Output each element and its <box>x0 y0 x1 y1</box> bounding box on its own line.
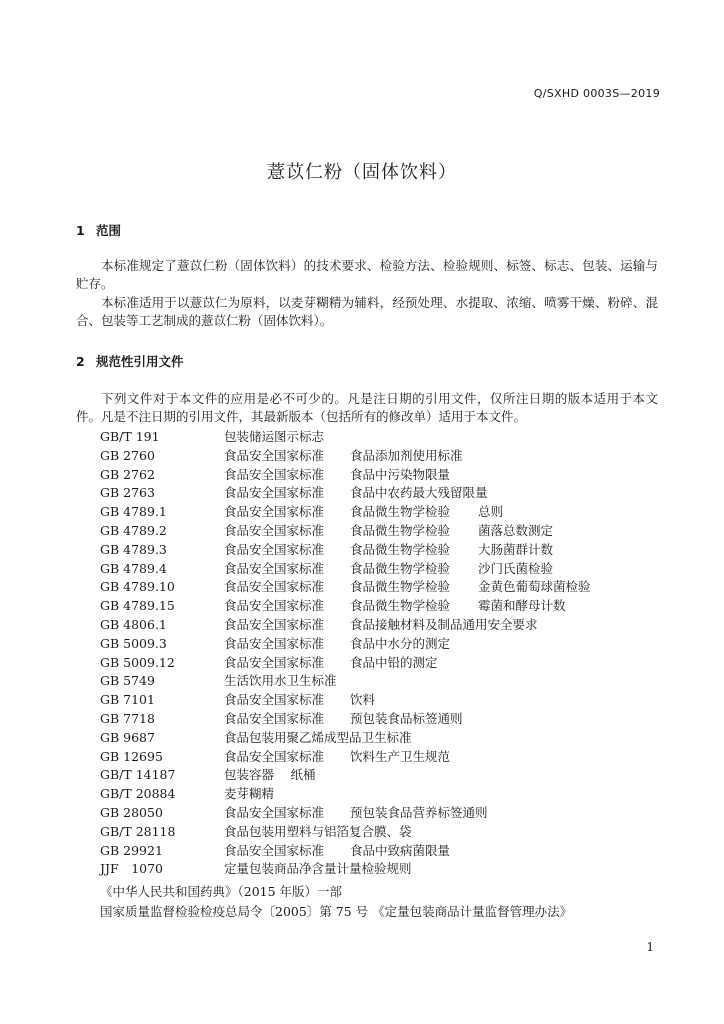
pharmacopoeia-reference: 《中华人民共和国药典》（2015 年版）一部 <box>100 884 343 899</box>
reference-row <box>100 522 660 541</box>
reference-row <box>100 503 660 522</box>
reference-code: GB 12695 <box>100 748 163 764</box>
page-number: 1 <box>646 940 654 954</box>
reference-code: GB 2760 <box>100 447 155 463</box>
reference-title-part-1: 食品安全国家标准 <box>224 635 325 651</box>
section-number: 2 <box>76 354 85 369</box>
reference-code: GB 4806.1 <box>100 616 167 632</box>
reference-row <box>100 447 660 466</box>
reference-row <box>100 635 660 654</box>
reference-code: GB 5009.3 <box>100 635 167 651</box>
reference-row <box>100 842 660 861</box>
reference-code: GB 4789.4 <box>100 560 167 576</box>
reference-code: GB 2763 <box>100 485 155 501</box>
reference-row <box>100 560 660 579</box>
reference-code: GB 4789.1 <box>100 504 167 520</box>
reference-row <box>100 766 660 785</box>
reference-row <box>100 729 660 748</box>
reference-title-part-2: 预包装食品标签通则 <box>350 710 463 726</box>
reference-title-part-1: 食品安全国家标准 <box>224 842 325 858</box>
reference-title-part-1: 食品安全国家标准 <box>224 560 325 576</box>
reference-title-part-2: 食品中水分的测定 <box>350 635 451 651</box>
reference-title-part-2: 食品微生物学检验 <box>350 541 451 557</box>
reference-title-part-1: 麦芽糊精 <box>224 786 275 802</box>
standard-code: Q/SXHD 0003S—2019 <box>533 87 660 100</box>
reference-row <box>100 578 660 597</box>
reference-code: GB/T 14187 <box>100 767 176 783</box>
reference-title-part-2: 食品微生物学检验 <box>350 522 451 538</box>
reference-title-part-2: 食品微生物学检验 <box>350 579 451 595</box>
section-2-paragraph-1: 下列文件对于本文件的应用是必不可少的。凡是注日期的引用文件，仅所注日期的版本适用于本文件。凡是不注日期的引用文件，其最新版本（包括所有的修改单）适用于本文件。 <box>76 391 658 424</box>
reference-row <box>100 616 660 635</box>
reference-code: GB 5749 <box>100 673 155 689</box>
reference-code: GB 7101 <box>100 692 155 708</box>
reference-code: GB 28050 <box>100 804 163 820</box>
reference-code: GB 7718 <box>100 710 155 726</box>
section-1-heading <box>76 221 121 239</box>
section-title: 范围 <box>96 223 122 238</box>
reference-title-part-2: 饮料 <box>350 692 376 708</box>
reference-code: GB/T 20884 <box>100 786 176 802</box>
reference-title-part-3: 沙门氏菌检验 <box>478 560 554 576</box>
regulation-reference: 国家质量监督检验检疫总局令〔2005〕第 75 号 《定量包装商品计量监督管理办法》 <box>100 904 573 919</box>
reference-row <box>100 748 660 767</box>
reference-row <box>100 691 660 710</box>
reference-row <box>100 466 660 485</box>
reference-title-part-3: 大肠菌群计数 <box>478 541 554 557</box>
reference-title-part-2: 食品中致病菌限量 <box>350 842 451 858</box>
section-2-heading <box>76 352 184 370</box>
reference-code: GB 9687 <box>100 729 155 745</box>
reference-code: GB 4789.10 <box>100 579 175 595</box>
reference-title-part-1: 食品安全国家标准 <box>224 654 325 670</box>
reference-title-part-2: 食品微生物学检验 <box>350 560 451 576</box>
reference-code: GB/T 28118 <box>100 823 176 839</box>
reference-code: GB/T 191 <box>100 429 160 444</box>
reference-row <box>100 672 660 691</box>
document-title: 薏苡仁粉（固体饮料） <box>267 162 457 183</box>
reference-title-part-2: 食品中铅的测定 <box>350 654 438 670</box>
reference-code: GB 5009.12 <box>100 654 175 670</box>
reference-title-part-1: 食品安全国家标准 <box>224 579 325 595</box>
reference-row <box>100 541 660 560</box>
reference-title-part-2: 饮料生产卫生规范 <box>350 748 451 764</box>
reference-title-part-1: 包装储运图示标志 <box>224 429 325 444</box>
reference-title-part-3: 霉菌和酵母计数 <box>478 598 566 614</box>
reference-title-part-1: 食品安全国家标准 <box>224 710 325 726</box>
reference-title-part-2: 预包装食品营养标签通则 <box>350 804 488 820</box>
reference-row <box>100 860 660 879</box>
reference-title-part-1: 食品安全国家标准 <box>224 616 325 632</box>
reference-title-part-1: 食品安全国家标准 <box>224 504 325 520</box>
reference-title-part-1: 食品安全国家标准 <box>224 598 325 614</box>
reference-title-part-2: 食品中污染物限量 <box>350 466 451 482</box>
reference-code: GB 4789.15 <box>100 598 175 614</box>
reference-title-part-3: 总则 <box>478 504 504 520</box>
reference-title-part-2: 食品微生物学检验 <box>350 598 451 614</box>
section-1-paragraph-1: 本标准规定了薏苡仁粉（固体饮料）的技术要求、检验方法、检验规则、标签、标志、包装、运输与贮存。 <box>76 258 658 291</box>
reference-code: GB 2762 <box>100 466 155 482</box>
reference-title-part-1: 食品安全国家标准 <box>224 466 325 482</box>
reference-title-part-3: 菌落总数测定 <box>478 522 554 538</box>
reference-code: JJF 1070 <box>100 861 164 877</box>
reference-code: GB 4789.3 <box>100 541 167 557</box>
reference-title-part-1: 生活饮用水卫生标准 <box>224 673 337 689</box>
reference-row <box>100 428 660 447</box>
reference-row <box>100 710 660 729</box>
reference-title-part-1: 食品安全国家标准 <box>224 692 325 708</box>
reference-code: GB 29921 <box>100 842 163 858</box>
reference-title-part-3: 金黄色葡萄球菌检验 <box>478 579 591 595</box>
reference-code: GB 4789.2 <box>100 522 167 538</box>
reference-row <box>100 654 660 673</box>
section-title: 规范性引用文件 <box>96 354 184 369</box>
reference-title-part-1: 食品包装用塑料与铝箔复合膜、袋 <box>224 823 412 839</box>
reference-row <box>100 785 660 804</box>
reference-title-part-1: 食品安全国家标准 <box>224 485 325 501</box>
reference-title-part-2: 食品微生物学检验 <box>350 504 451 520</box>
reference-title-part-2: 食品接触材料及制品通用安全要求 <box>350 616 538 632</box>
reference-title-part-1: 食品安全国家标准 <box>224 447 325 463</box>
reference-title-part-1: 定量包装商品净含量计量检验规则 <box>224 861 412 877</box>
reference-title-part-1: 包装容器 纸桶 <box>224 767 316 783</box>
reference-row <box>100 804 660 823</box>
reference-title-part-2: 食品中农药最大残留限量 <box>350 485 488 501</box>
reference-row <box>100 823 660 842</box>
reference-title-part-1: 食品安全国家标准 <box>224 541 325 557</box>
reference-row <box>100 597 660 616</box>
reference-title-part-2: 食品添加剂使用标准 <box>350 447 463 463</box>
reference-title-part-1: 食品包装用聚乙烯成型品卫生标准 <box>224 729 412 745</box>
reference-title-part-1: 食品安全国家标准 <box>224 522 325 538</box>
reference-list <box>100 428 660 879</box>
reference-title-part-1: 食品安全国家标准 <box>224 804 325 820</box>
reference-row <box>100 484 660 503</box>
reference-title-part-1: 食品安全国家标准 <box>224 748 325 764</box>
section-1-paragraph-2: 本标准适用于以薏苡仁为原料，以麦芽糊精为辅料，经预处理、水提取、浓缩、喷雾干燥、粉碎、混合、包装等工艺制成的薏苡仁粉（固体饮料）。 <box>76 295 658 328</box>
section-number: 1 <box>76 223 85 238</box>
